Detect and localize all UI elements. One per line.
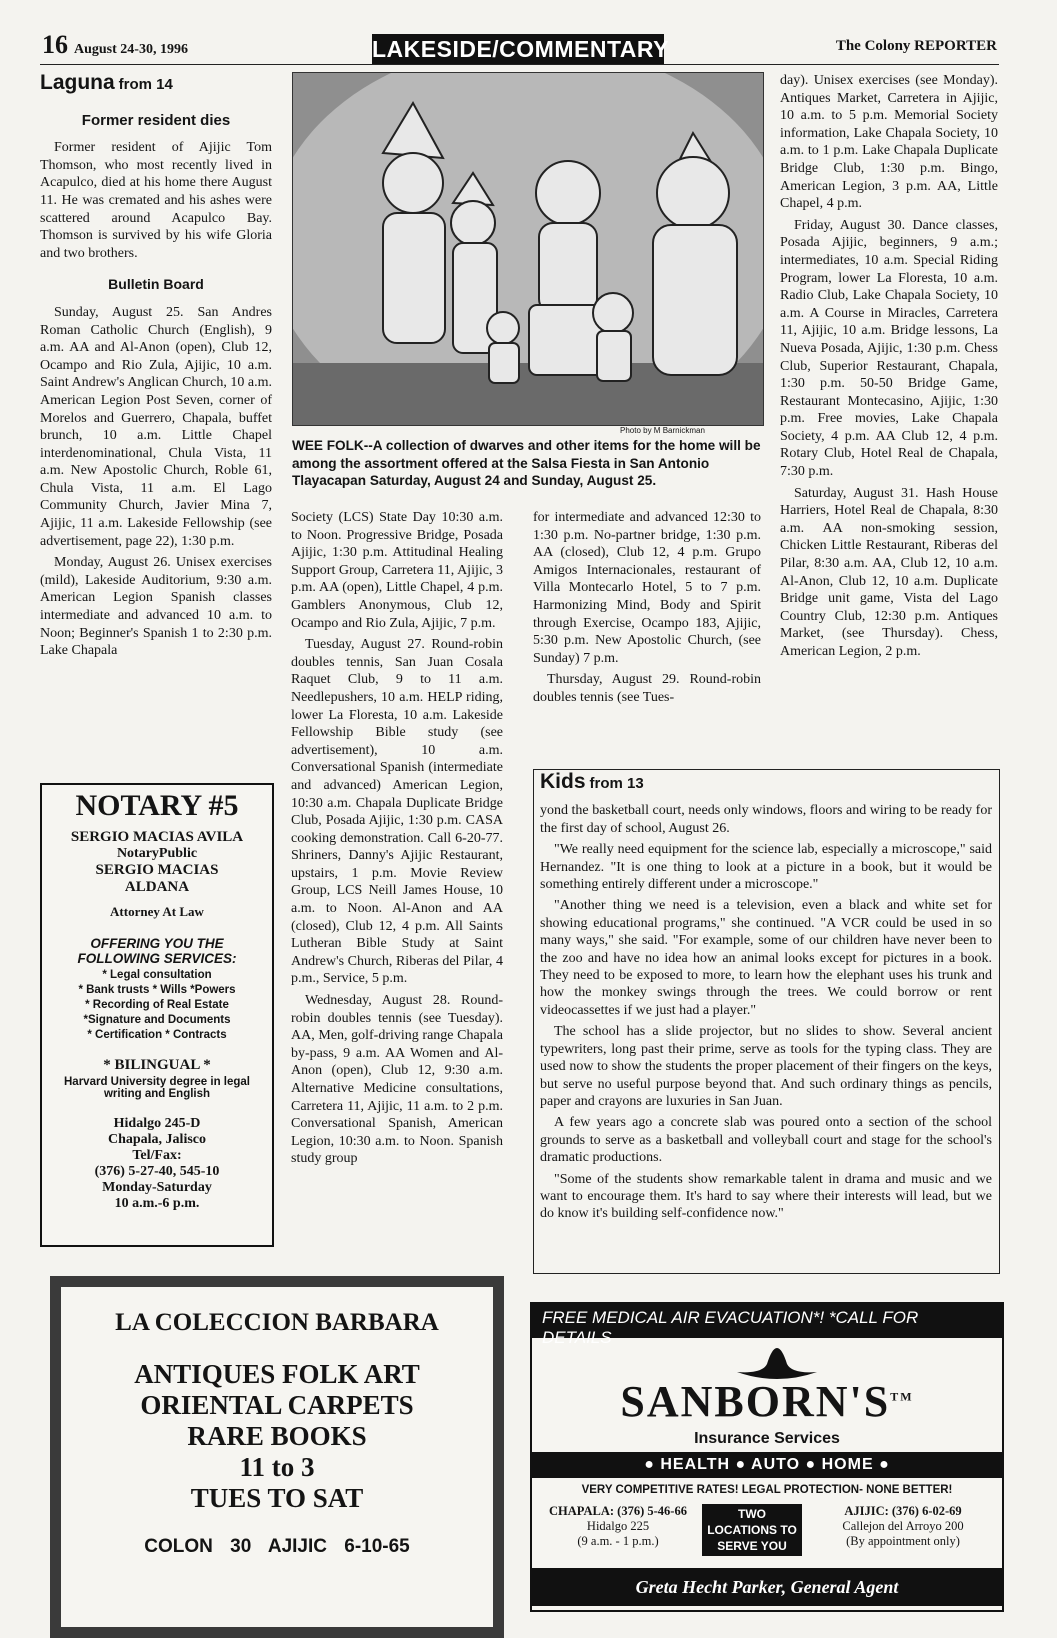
kids-paragraph: "We really need equipment for the science lab, especially a microscope," said Hernandez. "It is one thing to look at a picture in a book, but it would be something entirely different under a microscope." bbox=[540, 842, 992, 893]
kids-paragraph: "Another thing we need is a television, even a black and white set for showing educational programs," she continued. "A VCR could be used in so many ways," she said. "For example, some of our children have never been to the zoo and have no idea how an animal looks except for pictures in a book. They need to be exposed to more, to learn how the elephant uses his trunk and how the monkey swings through the trees. We could borrow or rent videocassettes if we just had a player." bbox=[540, 898, 992, 1018]
sanborns-rates: VERY COMPETITIVE RATES! LEGAL PROTECTION- NONE BETTER! bbox=[581, 1484, 953, 1496]
sanborns-agent: Greta Hecht Parker, General Agent bbox=[532, 1568, 1002, 1606]
barbara-line: 11 to 3 bbox=[239, 1452, 315, 1482]
column-1 bbox=[40, 71, 272, 664]
service-item: *Signature and Documents bbox=[83, 1014, 231, 1026]
barbara-line: ORIENTAL CARPETS bbox=[140, 1390, 414, 1420]
photo-caption: WEE FOLK--A collection of dwarves and other items for the home will be among the assortment offered at the Salsa Fiesta in San Antonio Tlayacapan Saturday, August 24 and Sunday, August 25. bbox=[292, 438, 761, 488]
bulletin-thursday: Thursday, August 29. Round-robin doubles tennis (see Tues- bbox=[533, 672, 761, 705]
column-2 bbox=[291, 509, 503, 1172]
coleccion-barbara-ad bbox=[50, 1276, 504, 1638]
issue-date: August 24-30, 1996 bbox=[74, 42, 188, 57]
sanborns-ad bbox=[530, 1302, 1004, 1612]
obit-headline: Former resident dies bbox=[81, 111, 231, 129]
notary-days: Monday-Saturday bbox=[102, 1180, 212, 1195]
bulletin-saturday: Saturday, August 31. Hash House Harriers, Hotel Real de Chapala, 8:30 a.m. AA non-smoking session, Chicken Little Restaurant, Riberas del Pilar, 8:30 a.m. AA, Club 12, 10 a.m. Al-Anon, Club 12, 10 a.m. Duplicate Bridge unit game, Vista del Lago Country Club, 12:30 p.m. Antiques Market, (see Thursday). Chess, American Legion, 2 p.m. bbox=[780, 485, 998, 659]
sanborns-lines: ● HEALTH ● AUTO ● HOME ● bbox=[532, 1452, 1002, 1478]
service-item: * Bank trusts * Wills *Powers bbox=[78, 984, 236, 996]
bulletin-sunday: Sunday, August 25. San Andres Roman Catholic Church (English), 9 a.m. AA and Al-Anon (open), Club 12, Ocampo and Rio Zula, Ajijic, 10 a.m. Saint Andrew's Anglican Church, 10 a.m. American Legion Post Seven, corner of Morelos and Guerrero, Chapala, buffet brunch, 10 a.m. Little Chapel interdenominational, Chula Vista, 11 a.m. New Apostolic Church, Roble 61, Chula Vista, 11 a.m. El Lago Community Church, Javier Mina 7, Ajijic, 11 a.m. Lakeside Fellowship (see advertisement, page 22), 1:30 p.m. bbox=[40, 304, 272, 549]
kids-paragraph: "Some of the students show remarkable talent in drama and music and we want to encourage them. It's hard to say where their interests will lead, but we do know it's building self-confidence now." bbox=[540, 1171, 992, 1222]
obit-text: Former resident of Ajijic Tom Thomson, who most recently lived in Acapulco, died at his home there August 11. He was cremated and his ashes were scattered around Acapulco Bay. Thomson is survived by his wife Gloria and two brothers. bbox=[40, 140, 272, 261]
notary-telfax-label: Tel/Fax: bbox=[132, 1148, 182, 1163]
paper-name: The Colony REPORTER bbox=[835, 38, 997, 54]
bulletin-tuesday: Tuesday, August 27. Round-robin doubles tennis, San Juan Cosala Raquet Club, 9 to 11 a.m. Needlepushers, 10 a.m. HELP riding, lower La Floresta, 10 a.m. Lakeside Fellowship Bible study (see advertisement), 10 a.m. Conversational Spanish (intermediate and advanced) American Legion, 10:30 a.m. Chapala Duplicate Bridge Club, Posada Ajijic, 1:30 p.m. CASA cooking demonstration. Call 6-20-77. Shriners, Danny's Ajijic Restaurant, upstairs, 1 p.m. Movie Review Group, LCS Neill James House, 10 a.m. to Noon. Al-Anon and AA (closed), Club 12, 4 p.m. All Saints Lutheran Bible Study at Saint Andrew's Church, Riberas del Pilar, 4 p.m., Service, 5 p.m. bbox=[291, 637, 503, 987]
sanborns-chapala bbox=[538, 1504, 698, 1549]
kids-paragraph: yond the basketball court, needs only windows, floors and wiring to be ready for the first day of school, August 26. bbox=[540, 803, 992, 836]
service-item: * Legal consultation bbox=[102, 969, 212, 981]
bulletin-wednesday-cont: for intermediate and advanced 12:30 to 1:30 p.m. No-partner bridge, 1:30 p.m. AA (closed), Club 12, 4 p.m. Grupo Amigos Internacionales, restaurant of Villa Montecarlo Hotel, 5 to 7 p.m. Harmonizing Mind, Body and Spirit through Exercise, Ocampo 183, Ajijic, 5:30 p.m. New Apostolic Church, (see Sunday) 7 p.m. bbox=[533, 510, 761, 666]
notary-role-1: NotaryPublic bbox=[116, 846, 198, 861]
chapala-phone: CHAPALA: (376) 5-46-66 bbox=[549, 1504, 687, 1518]
notary-bilingual: * BILINGUAL * bbox=[103, 1057, 211, 1073]
column-4 bbox=[780, 72, 998, 665]
notary-phones: (376) 5-27-40, 545-10 bbox=[94, 1164, 220, 1179]
notary-ad bbox=[40, 783, 274, 1247]
photo-credit: Photo by M Barnickman bbox=[620, 426, 705, 435]
kids-kicker: Kids from 13 bbox=[540, 770, 644, 793]
chapala-hours: (9 a.m. - 1 p.m.) bbox=[577, 1534, 659, 1548]
notary-address-1: Hidalgo 245-D bbox=[113, 1116, 201, 1131]
dwarf-figurines-photo bbox=[292, 72, 764, 426]
notary-name-1: SERGIO MACIAS AVILA bbox=[70, 829, 244, 845]
notary-harvard: Harvard University degree in legal writing and English bbox=[64, 1076, 250, 1100]
sanborns-brand: SANBORN'S™ bbox=[620, 1377, 914, 1426]
sanborns-subtitle: Insurance Services bbox=[694, 1430, 840, 1447]
bulletin-headline: Bulletin Board bbox=[108, 276, 204, 293]
sanborns-ajijic bbox=[808, 1504, 998, 1549]
laguna-kicker: Laguna from 14 bbox=[40, 71, 173, 94]
service-item: * Certification * Contracts bbox=[87, 1029, 227, 1041]
sanborns-banner: FREE MEDICAL AIR EVACUATION*! *CALL FOR DETAILS bbox=[532, 1304, 1002, 1338]
bulletin-monday-cont: Society (LCS) State Day 10:30 a.m. to Noon. Progressive Bridge, Posada Ajijic, 1:30 p.m. Attitudinal Healing Support Group, Carretera 11, Ajijic, 3 p.m. AA (open), Little Chapel, 4 p.m. Gamblers Anonymous, Club 12, Ocampo and Rio Zula, Ajijic, 7 p.m. bbox=[291, 510, 503, 631]
barbara-line: RARE BOOKS bbox=[187, 1421, 367, 1451]
notary-name-2: SERGIO MACIAS ALDANA bbox=[95, 862, 219, 895]
notary-title: NOTARY #5 bbox=[75, 789, 239, 822]
dwarf-figurines-image bbox=[293, 73, 763, 425]
bulletin-monday: Monday, August 26. Unisex exercises (mild), Lakeside Auditorium, 9:30 a.m. American Legion Spanish classes intermediate and advanced 10 a.m. to Noon; Beginner's Spanish 1 to 2:30 p.m. Lake Chapala bbox=[40, 555, 272, 659]
kids-article bbox=[540, 770, 992, 1227]
notary-role-2: Attorney At Law bbox=[110, 904, 204, 919]
section-title: LAKESIDE/COMMENTARY bbox=[372, 36, 669, 62]
barbara-footer: COLON 30 AJIJIC 6-10-65 bbox=[144, 1536, 410, 1557]
chapala-address: Hidalgo 225 bbox=[586, 1519, 650, 1533]
bulletin-friday: Friday, August 30. Dance classes, Posada Ajijic, beginners, 9 a.m.; intermediates, 10 a.m. Special Riding Program, lower La Floresta, 10 a.m. Radio Club, Lake Chapala Society, 10 a.m. A Course in Miracles, Carretera 11, Ajijic, 10 a.m. Bridge lessons, La Nueva Posada, Ajijic, 1:30 p.m. Chess Club, Superior Restaurant, Chapala, 1:30 p.m. 50-50 Bridge Game, Restaurant Montecasino, Ajijic, 1:30 p.m. Free movies, Lake Chapala Society, 4 p.m. AA Club 12, 4 p.m. Rotary Club, Hotel Real de Chapala, 7:30 p.m. bbox=[780, 217, 998, 480]
page-number: 16 bbox=[42, 30, 68, 59]
column-3 bbox=[533, 509, 761, 711]
bulletin-thursday-cont: day). Unisex exercises (see Monday). Antiques Market, Carretera in Ajijic, 10 a.m. to 5 p.m. Memorial Society information, Lake Chapala Society, 10 a.m. to 1 p.m. Lake Chapala Duplicate Bridge Club, 1:30 p.m. Bingo, American Legion, 3 p.m. AA, Little Chapel, 4 p.m. bbox=[780, 73, 998, 212]
ajijic-hours: (By appointment only) bbox=[846, 1534, 960, 1548]
service-item: * Recording of Real Estate bbox=[85, 999, 229, 1011]
bulletin-wednesday: Wednesday, August 28. Round-robin doubles tennis (see Tuesday). AA, Men, golf-driving range Chapala by-pass, 9 a.m. AA Women and Al-Anon (open), Club 12, 9:30 a.m. Alternative Medicine consultations, Carretera 11, Ajijic, 11 a.m. to 2 p.m. Conversational Spanish, American Legion, 10:30 a.m. to Noon. Spanish study group bbox=[291, 993, 503, 1167]
barbara-line: ANTIQUES FOLK ART bbox=[134, 1359, 420, 1389]
trademark: TM bbox=[890, 1389, 914, 1404]
notary-address-2: Chapala, Jalisco bbox=[107, 1132, 206, 1147]
kids-paragraph: The school has a slide projector, but no slides to show. Several ancient typewriters, long past their prime, serve as tools for the typing class. They are used now to show the students the proper placement of their fingers on the keys, but serve no useful purpose beyond that. And such ordinary things as pencils, paper and crayons are luxuries in San Juan. bbox=[540, 1024, 992, 1109]
header-rule bbox=[40, 64, 999, 65]
ajijic-phone: AJIJIC: (376) 6-02-69 bbox=[844, 1504, 962, 1518]
sanborns-two-locations: TWO LOCATIONS TO SERVE YOU bbox=[702, 1504, 802, 1556]
barbara-line: TUES TO SAT bbox=[190, 1483, 364, 1513]
kids-paragraph: A few years ago a concrete slab was poured onto a section of the school grounds to serve as a basketball and volleyball court and stage for the school's dramatic productions. bbox=[540, 1115, 992, 1166]
page-folio bbox=[42, 30, 188, 60]
barbara-title: LA COLECCION BARBARA bbox=[115, 1309, 439, 1336]
notary-offering: OFFERING YOU THE FOLLOWING SERVICES: bbox=[77, 936, 237, 966]
notary-services bbox=[42, 968, 272, 1043]
ajijic-address: Callejon del Arroyo 200 bbox=[842, 1519, 964, 1533]
notary-hours: 10 a.m.-6 p.m. bbox=[114, 1196, 200, 1211]
